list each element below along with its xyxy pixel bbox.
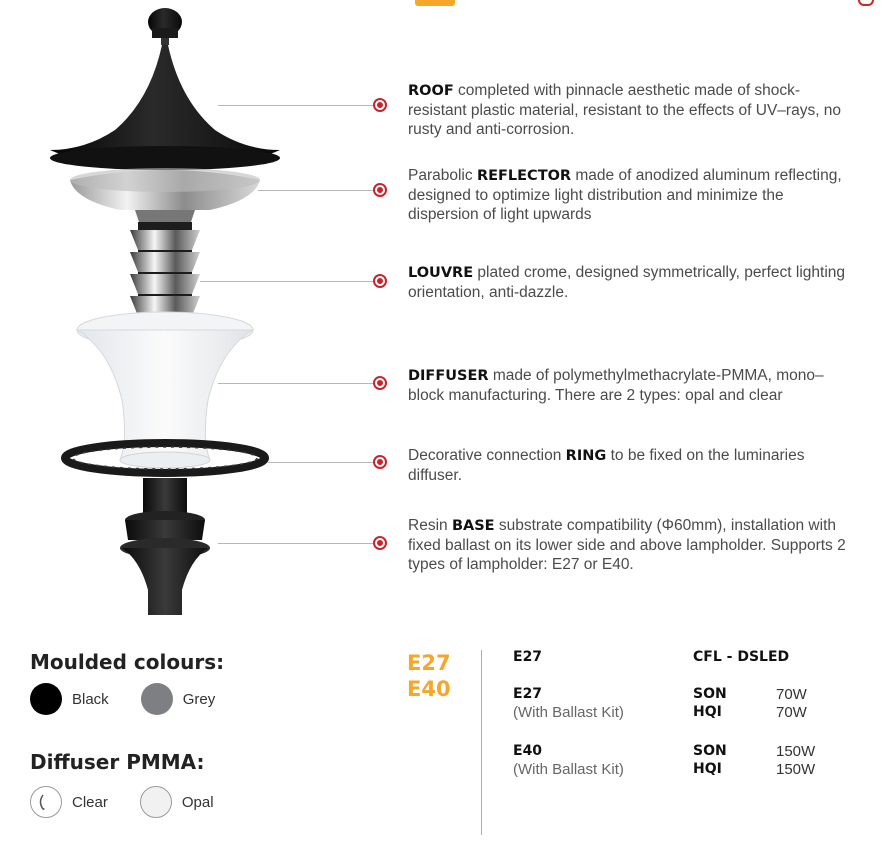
moulded-colours-options: [30, 683, 247, 715]
reflector-keyword: REFLECTOR: [476, 168, 572, 184]
base-description: Resin BASE substrate compatibility (Φ60mm), installation with fixed ballast on its lower side and above lampholder. Supports 2 types of lampholder: E27 or E40.: [408, 517, 846, 573]
lamp-exploded-illustration: [40, 0, 290, 620]
moulded-colours-title: Moulded colours:: [30, 650, 225, 674]
diffuser-keyword: DIFFUSER: [408, 368, 489, 384]
roof-keyword: ROOF: [408, 83, 454, 99]
top-accent-ring: [858, 0, 874, 6]
spec-row3-lamp2-type: HQI: [693, 761, 722, 777]
diffuser-pmma-title: Diffuser PMMA:: [30, 750, 205, 774]
louvre-keyword: LOUVRE: [408, 265, 474, 281]
diffuser-pmma-options: [30, 786, 246, 818]
spec-row2-note: (With Ballast Kit): [513, 704, 624, 721]
colour-option-grey[interactable]: Grey: [141, 683, 216, 715]
diffuser-marker-icon: [373, 376, 387, 390]
top-accent-bar: [415, 0, 455, 6]
reflector-marker-icon: [373, 183, 387, 197]
diffuser-option-opal[interactable]: Opal: [140, 786, 214, 818]
spec-row3-lamp2-watt: 150W: [776, 761, 816, 778]
grey-swatch-icon: [141, 683, 173, 715]
spec-row2-socket: E27: [513, 686, 543, 702]
reflector-part: [70, 168, 260, 225]
socket-codes: [407, 650, 451, 702]
ring-marker-icon: [373, 455, 387, 469]
diffuser-option-clear[interactable]: Clear: [30, 786, 108, 818]
spec-row3-lamp1-watt: 150W: [776, 743, 816, 760]
base-leader-line: [218, 543, 373, 544]
louvre-leader-line: [200, 281, 373, 282]
opal-diffuser-icon: [140, 786, 172, 818]
spec-row1-lamp: CFL - DSLED: [693, 649, 790, 665]
spec-row3-socket: E40: [513, 743, 543, 759]
spec-row1-socket: E27: [513, 649, 543, 665]
diffuser-description: DIFFUSER made of polymethylmethacrylate-PMMA, mono–block manufacturing. There are 2 types: opal and clear: [408, 367, 824, 404]
roof-marker-icon: [373, 98, 387, 112]
reflector-description: Parabolic REFLECTOR made of anodized aluminum reflecting, designed to optimize light distribution and minimize the dispersion of light upwards: [408, 167, 842, 223]
base-keyword: BASE: [451, 518, 495, 534]
spec-row3-lamp1-type: SON: [693, 743, 727, 759]
black-swatch-icon: [30, 683, 62, 715]
spec-row2-lamp1-type: SON: [693, 686, 727, 702]
spec-row2-lamp1-watt: 70W: [776, 686, 807, 703]
louvre-marker-icon: [373, 274, 387, 288]
spec-row3-note: (With Ballast Kit): [513, 761, 624, 778]
socket-code-e40: E40: [407, 677, 451, 701]
pinnacle-part: [148, 8, 182, 45]
clear-diffuser-icon: [30, 786, 62, 818]
base-marker-icon: [373, 536, 387, 550]
spec-row2-lamp2-watt: 70W: [776, 704, 807, 721]
roof-description: ROOF completed with pinnacle aesthetic made of shock-resistant plastic material, resistant to the effects of UV–rays, no rusty and anti-corrosion.: [408, 82, 842, 138]
ring-keyword: RING: [565, 448, 607, 464]
colour-option-black[interactable]: Black: [30, 683, 109, 715]
spec-divider: [481, 650, 482, 835]
reflector-leader-line: [258, 190, 373, 191]
diffuser-leader-line: [218, 383, 373, 384]
ring-description: Decorative connection RING to be fixed on the luminaries diffuser.: [408, 447, 805, 484]
ring-leader-line: [268, 462, 373, 463]
spec-row2-lamp2-type: HQI: [693, 704, 722, 720]
roof-part: [50, 45, 280, 170]
socket-code-e27: E27: [407, 651, 451, 675]
base-part: [120, 478, 210, 615]
louvre-description: LOUVRE plated crome, designed symmetrically, perfect lighting orientation, anti-dazzle.: [408, 264, 846, 301]
roof-leader-line: [218, 105, 373, 106]
